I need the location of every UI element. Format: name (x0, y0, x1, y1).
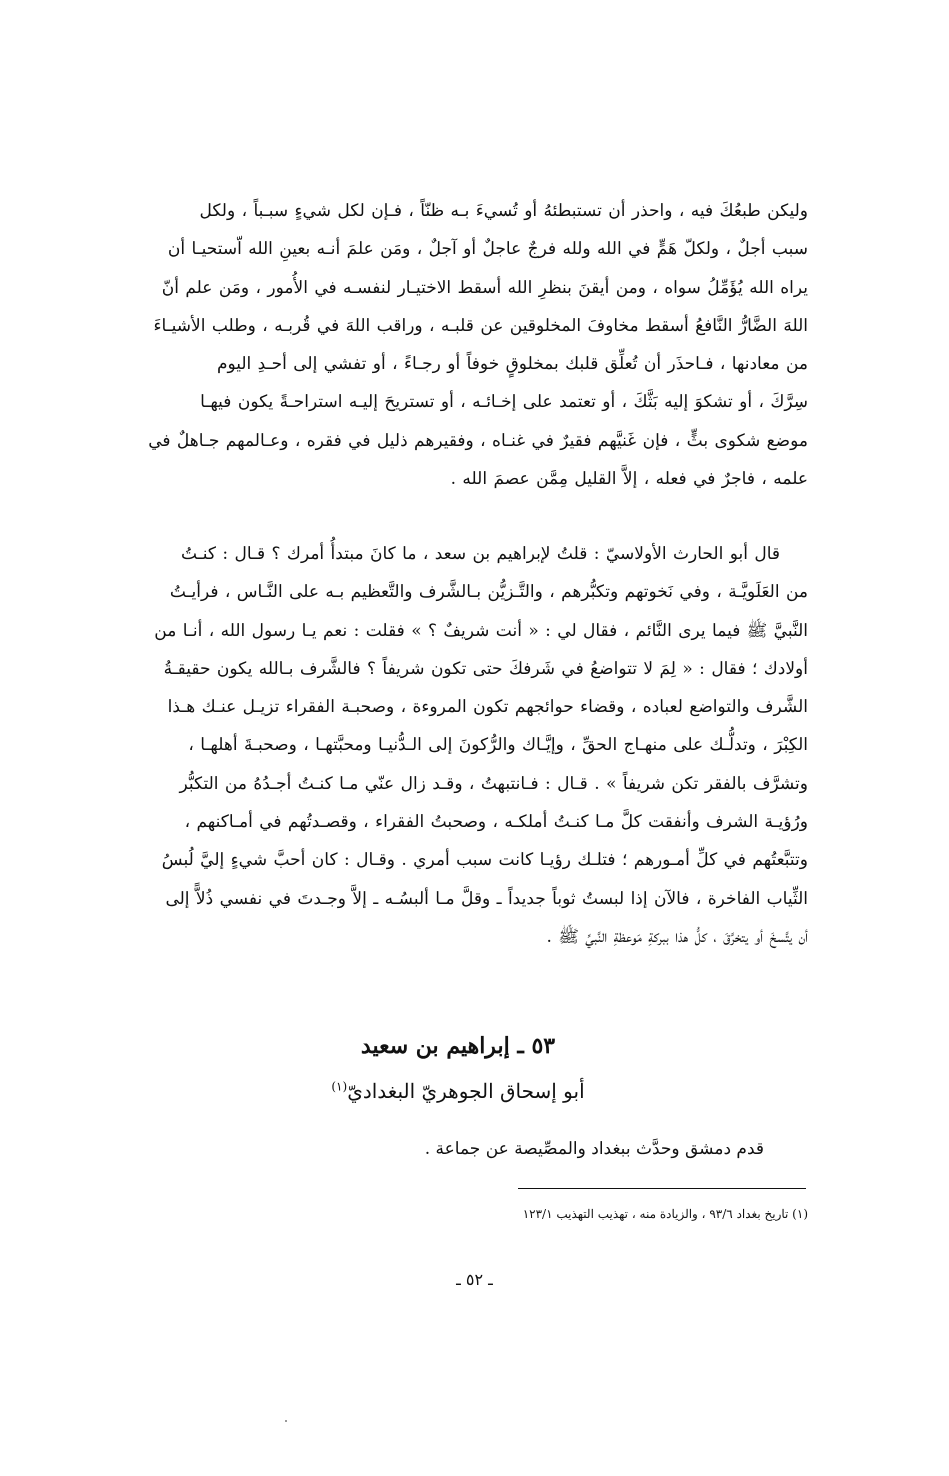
text-line: من العَلَويَّـة ، وفي نَخوتهم وتكبُّرهم ، والتَّـزيُّن بـالشَّرف والتَّعظيم بـه على النَّـاس ، فرأيـتُ (169, 582, 808, 603)
text-line: أولادك ؛ فقال : « لِمَ لا تتواضعُ في شَرفكَ حتى تكون شريفاً ؟ فالشَّرف بـالله يكون حقيقـةُ (163, 658, 808, 679)
entry-intro: قدم دمشق وحدَّث ببغداد والمصِّيصة عن جماعة . (424, 1139, 764, 1159)
text-line: اللهَ الضَّارُّ النَّافعُ أسقط مخاوفَ المخلوقين عن قلبـه ، وراقب اللهَ في قُربـه ، وطلب الأشيـاءَ (153, 315, 808, 336)
scan-speck (285, 1420, 287, 1422)
text-line: الثِّياب الفاخرة ، فالآن إذا لبستُ ثوباً جديداً ـ وقلَّ مـا ألبسُـه ـ إلاَّ وجـدتَ في نفسي ذُلاًّ إلى (165, 888, 808, 909)
text-line: سبب أجلٌ ، ولكلّ هَمٍّ في الله ولله فرجٌ عاجلٌ أو آجلٌ ، ومَن علمَ أنـه بعينِ الله اّستحيـا أن (167, 239, 808, 260)
text-line: ورُؤيـة الشرف وأنفقت كلَّ مـا كنـتُ أملكـه ، وصحبتُ الفقراء ، وقصـدتُهم في أمـاكنهم ، (184, 812, 808, 833)
footnote: (١) تاريخ بغداد ٩٣/٦ ، والزيادة منه ، تهذيب التهذيب ١٢٣/١ (522, 1207, 808, 1221)
page-number: ـ ٥٢ ـ (456, 1270, 493, 1289)
text-line: الشَّرف والتواضع لعباده ، وقضاء حوائجهم تكون المروءة ، وصحبـة الفقراء تزيـل عنـك هـذا (167, 697, 808, 718)
text-line: موضع شكوى بثٍّ ، فإن غَنيَّهم فقيرٌ في غنـاه ، وفقيرهم ذليل في فقره ، وعـالمهم جـاهلٌ في (148, 430, 808, 451)
subheading-text: أبو إسحاق الجوهريّ البغداديّ (347, 1079, 585, 1103)
text-line: من معادنها ، فـاحذَر أن تُعلِّق قلبك بمخلوقٍ خوفاً أو رجـاءً ، أو تفشي إلى أحـدِ اليوم (216, 354, 808, 375)
paragraph-narration (108, 535, 808, 956)
text-line: وتشرَّف بالفقر تكن شريفاً » . قـال : فـانتبهتُ ، وقـد زال عنّي مـا كنـتُ أجـدُهُ من التكبُّر (179, 773, 808, 794)
text-line: وليكن طبعُكَ فيه ، واحذر أن تستبطئهُ أو تُسيءَ بـه ظنّاً ، فـإن لكل شيءٍ سبـباً ، ولكل (199, 201, 808, 221)
text-line: النَّبيَّ ﷺ فيما يرى النَّائم ، فقال لي : « أنت شريفٌ ؟ » فقلت : نعم يـا رسول الله ، أنـا من (154, 620, 808, 641)
text-line: قال أبو الحارث الأولاسيّ : قلتُ لإبراهيم بن سعد ، ما كانَ مبتدأُ أمرك ؟ قـال : كنـتُ (181, 544, 780, 564)
footnote-divider (518, 1188, 806, 1189)
text-line: أن يتَّسخَ أو يتخرَّقَ ، كلُّ هذا ببركةِ مَوعظةِ النَّبيِّ ﷺ . (546, 926, 808, 947)
text-line: وتتبَّعتُهم في كلِّ أمـورهم ؛ فتلـك رؤيـا كانت سبب أمري . وقـال : كان أحبَّ شيءٍ إليَّ لُبسُ (161, 850, 808, 871)
text-line: يراه الله يُؤَمِّلُ سواه ، ومن أيقنَ بنظرِ الله أسقط الاختيـار لنفسـه في الأُمور ، ومَن علم أنّ (161, 277, 808, 298)
entry-subheading (108, 1079, 808, 1103)
footnote-marker: (١) (331, 1079, 348, 1094)
text-line: الكِبْرَ ، وتدلُّـك على منهـاج الحقِّ ، وإيَّـاك والرُّكونَ إلى الـدُّنيـا ومحبَّتهـا ، وصحبـةَ أهلهـا ، (188, 735, 808, 756)
paragraph-advice (108, 192, 808, 498)
entry-heading: ٥٣ ـ إبراهيم بن سعيد (360, 1033, 556, 1059)
text-line: علمه ، فاجرٌ في فعله ، إلاَّ القليل مِمَّن عصمَ الله . (450, 469, 808, 490)
text-line: سِرَّكَ ، أو تشكوَ إليه بَثَّكَ ، أو تعتمد على إخـائـه ، أو تستريحَ إليـه استراحـةً يكون فيهـا (200, 392, 808, 413)
